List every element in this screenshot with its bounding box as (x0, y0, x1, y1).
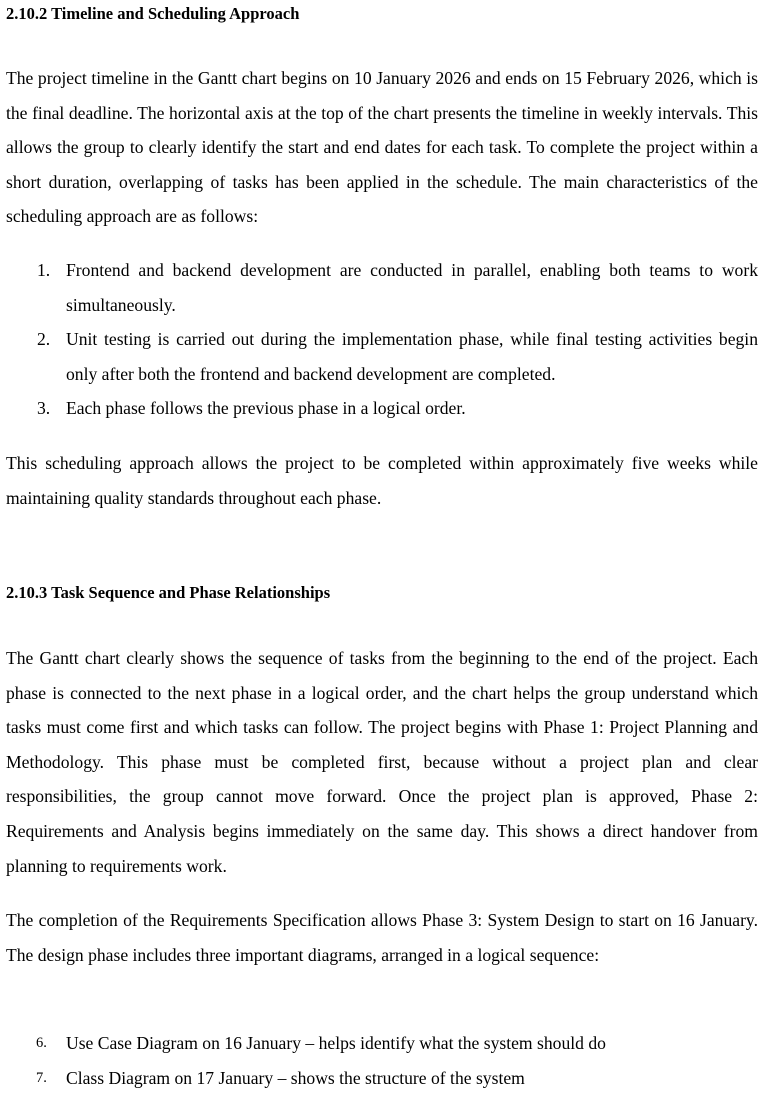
design-phase-paragraph: The completion of the Requirements Specification allows Phase 3: System Design to start on 16 January. The design phase includes three important diagrams, arranged in a logical sequence: (6, 910, 758, 965)
task-sequence-paragraph: The Gantt chart clearly shows the sequence of tasks from the beginning to the end of the project. Each phase is connected to the next phase in a logical order, and the chart helps the group understand which tasks must come first and which tasks can follow. The project begins with Phase 1: Project Planning and Methodology. This phase must be completed first, because without a project plan and clear responsibilities, the group cannot move forward. Once the project plan is approved, Phase 2: Requirements and Analysis begins immediately on the same day. This shows a direct handover from planning to requirements work. (6, 648, 758, 876)
design-diagrams-list (6, 1026, 758, 1095)
section-heading-2-10-2: 2.10.2 Timeline and Scheduling Approach (6, 4, 300, 23)
list-item-text: Each phase follows the previous phase in a logical order. (66, 398, 466, 419)
list-item-number: 2. (37, 329, 51, 350)
section-heading-2-10-3: 2.10.3 Task Sequence and Phase Relationships (6, 583, 331, 602)
list-item (6, 1061, 758, 1095)
list-item-number: 3. (37, 398, 51, 419)
scheduling-closing-paragraph: This scheduling approach allows the project to be completed within approximately five weeks while maintaining quality standards throughout each phase. (6, 453, 758, 508)
list-item (6, 1026, 758, 1061)
scheduling-characteristics-list (6, 253, 758, 426)
list-item-text: Class Diagram on 17 January – shows the structure of the system (66, 1067, 525, 1088)
list-item (6, 253, 758, 322)
list-item (6, 322, 758, 391)
list-item-number: 1. (37, 260, 51, 280)
timeline-intro-paragraph: The project timeline in the Gantt chart begins on 10 January 2026 and ends on 15 February 2026, which is the final deadline. The horizontal axis at the top of the chart presents the timeline in weekly intervals. This allows the group to clearly identify the start and end dates for each task. To complete the project within a short duration, overlapping of tasks has been applied in the schedule. The main characteristics of the scheduling approach are as follows: (6, 68, 758, 227)
list-item (6, 391, 758, 426)
list-item-number: 7. (36, 1069, 47, 1086)
list-item-text: Frontend and backend development are conducted in parallel, enabling both teams to work simultaneously. (66, 260, 758, 315)
list-item-number: 6. (36, 1035, 47, 1051)
list-item-text: Use Case Diagram on 16 January – helps identify what the system should do (66, 1033, 606, 1053)
list-item-text: Unit testing is carried out during the implementation phase, while final testing activities begin only after both the frontend and backend development are completed. (66, 329, 758, 384)
